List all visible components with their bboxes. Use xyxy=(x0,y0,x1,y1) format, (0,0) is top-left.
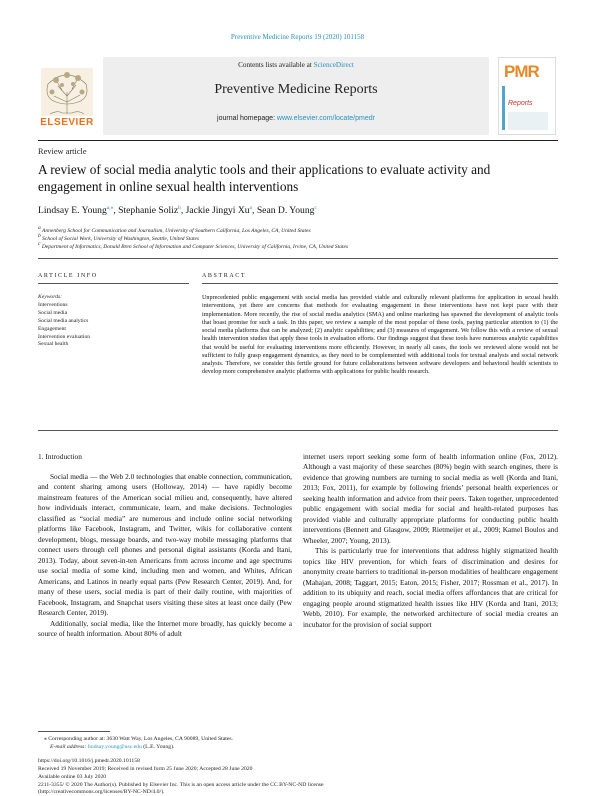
author-name[interactable]: Stephanie Soliz xyxy=(118,205,179,217)
email-label: E-mail address: xyxy=(50,744,87,750)
title-block-rule xyxy=(38,258,558,259)
keyword-list xyxy=(38,294,90,349)
abstract-rule xyxy=(202,283,558,284)
body-paragraph: internet users report seeking some form of health information online (Fox, 2012). Although a vast majority of these searches (80%) begin with search engines, there is evidence that growing numbers are turning to social media as well (Korda and Itani, 2013; Fox, 2011), for example by following friends’ personal health experiences or seeking health information and advice from their peers. Taken together, unprecedented public engagement with social media for social and health-related purposes has provided viable and culturally appropriate platforms for conducting public health interventions (Bennett and Glasgow, 2009; Rietmeijer et al., 2009; Kamel Boulos and Wheeler, 2007; Young, 2013). xyxy=(303,452,558,545)
author-list: Lindsay E. Young$^{a,⁎}$, Stephanie Soliz$^b$, Jackie Jingyi Xu$^a$, Sean D. Young$^c$ xyxy=(38,205,317,217)
available-online: Available online 03 July 2020 xyxy=(38,774,107,780)
body-paragraph: Social media — the Web 2.0 technologies that enable connection, communication, and content sharing among users (Holloway, 2014) — have rapidly become mainstream features of the American social milieu and, consequently, have altered how individuals interact, communicate, learn, and make decisions. Technologies classified as “social media” are numerous and include online social networking platforms like Facebook, Instagram, and Twitter, wikis for collaborative content development, blogs, message boards, and two-way mobile messaging platforms that connect users through cell phones and personal digital assistants (Korda and Itani, 2013). Today, about seven-in-ten Americans from across income and age spectrums use social media of some kind, including men and women, and Whites, African Americans, and Latinos in nearly equal parts (Pew Research Center, 2019). And, for many of these users, social media is part of their daily routine, with majorities of Facebook, Instagram, and Snapchat users visiting these sites at least once daily (Pew Research Center, 2019). xyxy=(38,472,292,618)
affiliation-mark: a xyxy=(38,225,41,231)
header-rule xyxy=(38,140,558,141)
elsevier-wordmark: ELSEVIER xyxy=(40,117,94,128)
cover-stripe xyxy=(502,86,505,130)
homepage-prefix: journal homepage: xyxy=(217,115,276,122)
author-sup[interactable]: a xyxy=(249,205,253,211)
email-suffix: (L.E. Young). xyxy=(143,744,175,750)
license-text: 2211-3355/ © 2020 The Author(s). Published by Elsevier Inc. This is an open access article under the CC BY-NC-ND license xyxy=(38,782,324,788)
cover-text: Reports xyxy=(508,100,533,107)
author-sup[interactable]: a,⁎ xyxy=(106,205,114,211)
abstract-text: Unprecedented public engagement with social media has provided viable and culturally relevant platforms for application in sexual health interventions, yet there are concerns that methods for evaluating engagement in these interventions have not kept pace with their implementation. More recently, the rise of social media analytics (SMA) and online marketing has spawned the development of analytic tools that boast promise for such a task. In this paper, we review a sample of the most popular of these tools, paying particular attention to (1) the social media platforms that can be analyzed; (2) analytic capabilities; and (3) measures of engagement. We follow this with a review of sexual health intervention studies that apply these tools in evaluation efforts. Our findings suggest that these tools have numerous analytic capabilities that would be useful for evaluating interventions more efficiently. However, in nearly all cases, the tools we reviewed alone would not be sufficient to fully grasp engagement dynamics, as they need to be complemented with additional tools for textual analysis and social network analysis. Therefore, we consider this fertile ground for future collaborations between software developers and behavioral health scientists to develop more comprehensive analytic platforms with applications for public health research. xyxy=(202,295,558,376)
article-title: A review of social media analytic tools and their applications to evaluate activity and engagement in online sexual health interventions xyxy=(38,162,491,194)
affiliation-text: Department of Informatics, Donald Bren School of Information and Computer Sciences, University of California, Irvine, CA, United States xyxy=(41,243,349,250)
corresponding-mark: ⁎ xyxy=(44,736,47,742)
received-dates: Received 19 November 2019; Received in revised form 25 June 2020; Accepted 28 June 2020 xyxy=(38,766,253,772)
contents-line xyxy=(103,61,489,69)
journal-cover-thumbnail[interactable] xyxy=(498,57,556,135)
body-paragraph: This is particularly true for interventions that address highly stigmatized health topics like HIV prevention, for which fears of discrimination and desires for anonymity create barriers to traditional in-person modalities of healthcare engagement (Mahajan, 2008; Taggart, 2015; Eaton, 2015; Fisher, 2017; Rossman et al., 2017). In addition to its ubiquity and reach, social media offers affordances that are critical for engaging people around stigmatized health issues like HIV (Korda and Itani, 2013; Webb, 2010). For example, the networked architecture of social media creates an incubator for the provision of social support xyxy=(303,546,558,629)
corresponding-author-note xyxy=(44,735,233,743)
body-column-left xyxy=(38,472,292,640)
author-name[interactable]: Jackie Jingyi Xu xyxy=(185,205,250,217)
journal-title: Preventive Medicine Reports xyxy=(214,82,378,97)
homepage-link[interactable]: www.elsevier.com/locate/pmedr xyxy=(276,115,375,122)
keyword: Sexual health xyxy=(38,341,69,348)
author-sup[interactable]: c xyxy=(314,205,317,211)
affiliation-mark: c xyxy=(38,241,41,247)
sciencedirect-link[interactable]: ScienceDirect xyxy=(313,61,354,69)
doi-link[interactable]: https://doi.org/10.1016/j.pmedr.2020.101158 xyxy=(38,758,140,764)
corresponding-text: Corresponding author at: 3630 Watt Way, Los Angeles, CA 90089, United States. xyxy=(48,736,234,742)
author-name[interactable]: Lindsay E. Young xyxy=(38,205,107,217)
article-type: Review article xyxy=(38,147,87,156)
email-note xyxy=(50,743,174,751)
keyword: Interventions xyxy=(38,301,68,308)
affiliation-text: School of Social Work, University of Washington, Seattle, United States xyxy=(42,235,200,242)
cover-image xyxy=(508,112,548,130)
abstract-end-rule xyxy=(38,430,558,431)
email-link[interactable]: lindsay.young@usc.edu xyxy=(87,744,142,750)
keyword: Social media xyxy=(38,309,68,316)
author-name[interactable]: Sean D. Young xyxy=(256,205,315,217)
homepage-line xyxy=(103,113,489,122)
keyword: Social media analytics xyxy=(38,317,89,324)
body-paragraph: Additionally, social media, like the Internet more broadly, has quickly become a source of health information. About 80% of adult xyxy=(38,618,292,639)
contents-prefix: Contents lists available at xyxy=(238,61,312,69)
author-sup[interactable]: b xyxy=(178,205,181,211)
section-heading: 1. Introduction xyxy=(38,452,82,461)
keyword: Intervention evaluation xyxy=(38,333,91,340)
abstract-heading: ABSTRACT xyxy=(202,273,247,279)
license-url[interactable]: (http://creativecommons.org/licenses/BY-NC-ND/4.0/). xyxy=(38,789,165,795)
article-info-rule xyxy=(38,283,189,284)
footnote-rule xyxy=(38,731,110,732)
body-column-right xyxy=(303,452,558,630)
cover-letters: PMR xyxy=(504,62,539,81)
keywords-label: Keywords: xyxy=(38,294,63,300)
affiliation-text: Annenberg School for Communication and Journalism, University of Southern California, Los Angeles, CA, United States xyxy=(42,227,311,234)
affiliation xyxy=(38,241,348,250)
journal-reference[interactable]: Preventive Medicine Reports 19 (2020) 101158 xyxy=(230,33,365,41)
article-info-heading: ARTICLE INFO xyxy=(38,273,98,279)
keyword: Engagement xyxy=(38,325,66,332)
affiliation-mark: b xyxy=(38,233,41,239)
